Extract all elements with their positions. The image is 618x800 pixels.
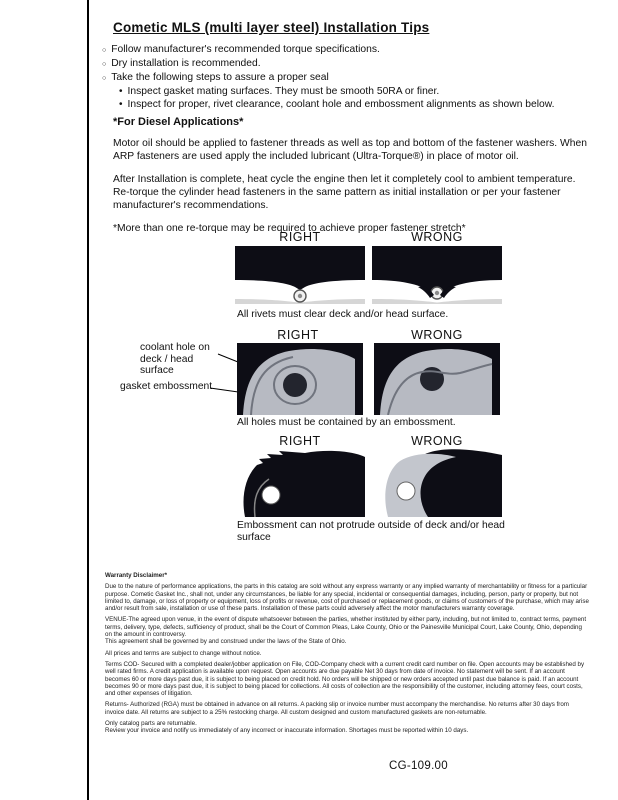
section-heading: *For Diesel Applications* [113,116,244,128]
wrong-column-label: WRONG [411,434,463,448]
sub-list [119,85,592,111]
right-column-label: RIGHT [279,434,321,448]
paragraph: Terms COD- Secured with a completed dealer/jobber application on File, COD-Company check with a current credit card number on file. Open accounts may be established by well rated firms. A credit application is available upon request. Open accounts are due payable Net 30 days from date of invoice. No statement will be sent. If an account becomes 60 or more days past due, it is subject to being placed on credit hold. No orders will be shipped or new orders accepted until past due balance is paid. If an account becomes 90 or more days past due, it is subject to being placed for collections. All costs of collection are the responsibility of the customer, including attorney fees, court costs, and other expenses of litigation. [105,660,585,698]
paragraph: Motor oil should be applied to fastener threads as well as top and bottom of the fastener washers. When ARP fasteners are used apply the included lubricant (Ultra-Torque®) in place of motor oil. [113,138,587,162]
wrong-column-label: WRONG [411,328,463,342]
coolant-hole-wrong-diagram [374,343,500,415]
gasket-embossment-label: gasket embossment [120,381,213,392]
paragraph: *More than one re-torque may be required to achieve proper fastener stretch* [113,223,466,234]
diesel-applications-section [113,116,593,245]
coolant-hole-right-diagram [237,343,363,415]
paragraph: Due to the nature of performance applications, the parts in this catalog are sold without any express warranty or any implied warranty of merchantability or fitness for a particular purpose. Cometic Gasket Inc., shall not, under any circumstances, be liable for any special, incidental or consequential damages, including, person, party or property, but not limited to, damage, or loss of property or equipment, loss of profits or revenue, cost of purchased or replacement goods, or claims of customers of the purchase, which may arise and/or result from sale, installation or use of these parts. Installation of these parts could adversely affect the motor manufacturers warranty coverage. [105,583,589,613]
rivet-clearance-right-diagram [235,246,365,304]
rivet-clearance-wrong-diagram [372,246,502,304]
warranty-disclaimer-section [105,572,589,739]
paragraph: Only catalog parts are returnable. [105,720,197,728]
list-item: ○ Dry installation is recommended. [102,57,592,71]
list-item: • Inspect gasket mating surfaces. They must be smooth 50RA or finer. [119,85,592,98]
paragraph: After Installation is complete, heat cycle the engine then let it completely cool to ambient temperature. Re-torque the cylinder head fasteners in the same pattern as initial installation or per your fastener manufacturer's recommendations. [113,174,576,211]
embossment-right-diagram [235,449,365,517]
page-margin-rule [87,0,89,800]
paragraph: Returns- Authorized (RGA) must be obtained in advance on all returns. A packing slip or invoice number must accompany the merchandise. No returns after 30 days from invoice date. All returns are subject to a 25% restocking charge. All custom designed and custom manufactured gaskets are non-returnable. [105,701,569,716]
list-item: ○ Follow manufacturer's recommended torque specifications. [102,43,592,57]
rivet-caption: All rivets must clear deck and/or head surface. [237,309,449,320]
paragraph: All prices and terms are subject to change without notice. [105,649,262,657]
warranty-heading: Warranty Disclaimer* [105,572,168,579]
paragraph: This agreement shall be governed by and construed under the laws of the State of Ohio. [105,638,347,646]
page-title: Cometic MLS (multi layer steel) Installation Tips [113,20,430,35]
list-item: • Inspect for proper, rivet clearance, coolant hole and embossment alignments as shown below. [119,98,592,111]
page-number: CG-109.00 [389,760,448,772]
embossment-wrong-diagram [372,449,502,517]
embossment-caption: Embossment can not protrude outside of deck and/or head surface [237,520,505,543]
coolant-hole-label: coolant hole on deck / head surface [140,342,210,376]
paragraph: Review your invoice and notify us immediately of any incorrect or inaccurate information. Shortages must be reported within 10 days. [105,727,469,735]
wrong-column-label: WRONG [411,230,463,244]
right-column-label: RIGHT [277,328,319,342]
installation-tips-list [102,43,592,111]
paragraph: VENUE-The agreed upon venue, in the event of dispute whatsoever between the parties, whether instituted by either party, including, but not limited to, contract terms, payment terms, delivery, type, defects, sufficiency of product, shall be the Court of Common Pleas, Lake County, Ohio or the Painesville Municipal Court, Lake County, Ohio, depending on the amount in controversy. [105,616,587,639]
right-column-label: RIGHT [279,230,321,244]
list-item: ○ Take the following steps to assure a proper seal [102,71,592,85]
holes-caption: All holes must be contained by an embossment. [237,417,456,428]
